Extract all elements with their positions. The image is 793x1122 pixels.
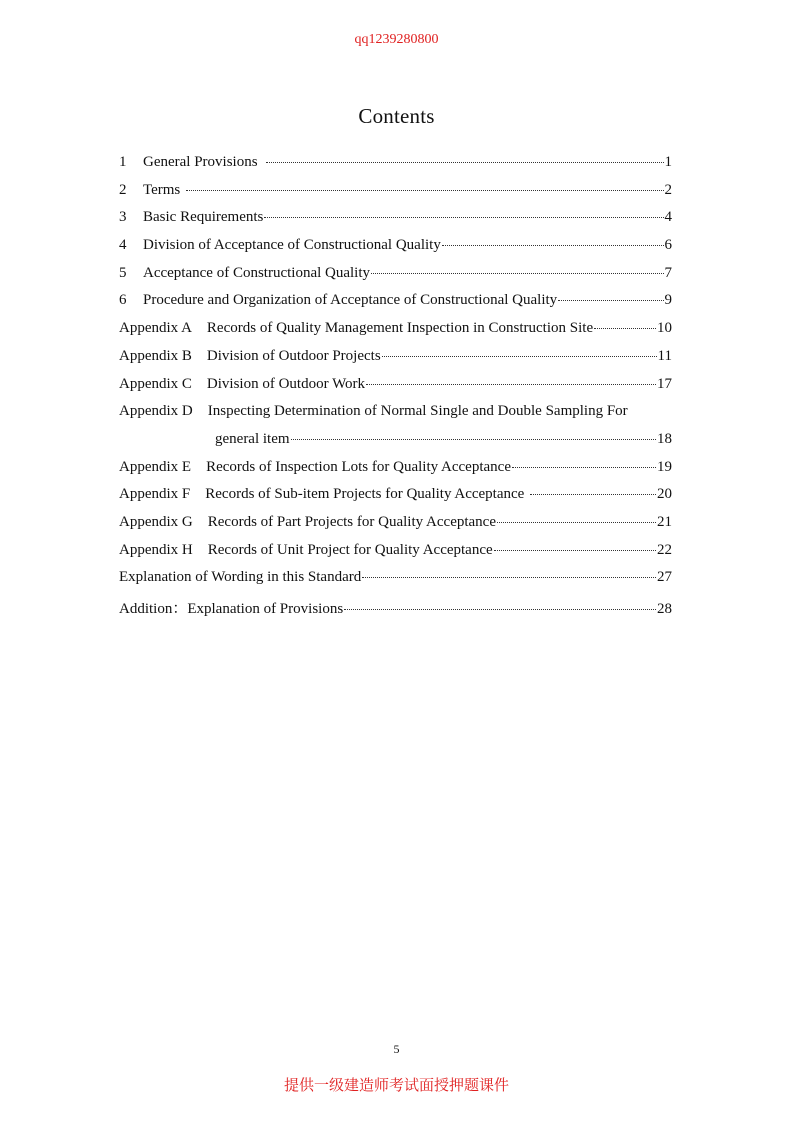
promo-footer-text: 提供一级建造师考试面授押题课件: [283, 1076, 509, 1094]
toc-entry-label: Basic Requirements: [143, 209, 264, 226]
toc-entry[interactable]: [119, 209, 672, 237]
dot-leader: [264, 217, 663, 218]
toc-entry[interactable]: [119, 348, 672, 376]
page-number: 5: [393, 1042, 400, 1056]
toc-entry-number: 2: [119, 181, 127, 198]
toc-entry-continuation[interactable]: [119, 431, 672, 459]
toc-entry-page: 7: [664, 264, 672, 281]
dot-leader: [494, 550, 656, 551]
dot-leader: [497, 522, 656, 523]
dot-leader: [594, 328, 656, 329]
dot-leader: [442, 245, 664, 246]
watermark-qq: qq1239280800: [354, 32, 439, 47]
toc-entry-label: Division of Acceptance of Constructional Quality: [143, 237, 441, 254]
toc-entry-label: Addition：Explanation of Provisions: [119, 601, 344, 617]
toc-entry-page: 6: [664, 237, 672, 254]
toc-entry-page: 1: [664, 154, 672, 170]
toc-entry-label: General Provisions: [143, 154, 258, 170]
toc-entry[interactable]: [119, 292, 672, 320]
toc-entry-page: 22: [657, 541, 672, 558]
toc-entry-number: Appendix C: [119, 375, 192, 392]
toc-entry-number: Appendix G: [119, 513, 193, 530]
toc-entry-number: 4: [119, 237, 127, 254]
page-title: Contents: [358, 104, 435, 128]
toc-entry[interactable]: [119, 403, 672, 431]
toc-entry-label: Explanation of Wording in this Standard: [119, 569, 362, 586]
toc-entry-page: 18: [657, 430, 672, 447]
dot-leader: [186, 190, 663, 191]
toc-entry-number: 6: [119, 292, 127, 309]
toc-entry-page: 9: [664, 292, 672, 309]
toc-entry-number: Appendix D: [119, 403, 193, 420]
toc-entry-page: 2: [664, 181, 672, 198]
toc-entry[interactable]: [119, 597, 672, 625]
toc-entry-label: Records of Inspection Lots for Quality Acceptance: [206, 458, 511, 475]
toc-entry-page: 20: [657, 486, 672, 503]
dot-leader: [266, 162, 664, 163]
toc-entry-number: 3: [119, 209, 127, 226]
toc-entry-number: Appendix F: [119, 486, 191, 503]
toc-entry[interactable]: [119, 182, 672, 210]
dot-leader: [371, 273, 663, 274]
toc-entry-label: Division of Outdoor Work: [206, 375, 366, 392]
toc-entry[interactable]: [119, 486, 672, 514]
toc-entry[interactable]: [119, 265, 672, 293]
toc-entry[interactable]: [119, 542, 672, 570]
toc-entry-page: 28: [657, 601, 672, 617]
table-of-contents: [119, 154, 672, 625]
toc-entry-number: 1: [119, 154, 127, 170]
dot-leader: [362, 577, 656, 578]
dot-leader: [291, 439, 656, 440]
toc-entry-label: Records of Part Projects for Quality Acceptance: [207, 513, 496, 530]
dot-leader: [366, 384, 656, 385]
toc-entry-label-continued: general item: [215, 430, 290, 447]
dot-leader: [344, 609, 656, 610]
dot-leader: [530, 494, 656, 495]
dot-leader: [558, 300, 663, 301]
toc-entry-label: Procedure and Organization of Acceptance of Constructional Quality: [143, 292, 558, 309]
toc-entry-number: Appendix H: [119, 541, 193, 558]
toc-entry-number: 5: [119, 264, 127, 281]
toc-entry-label: Division of Outdoor Projects: [206, 347, 381, 364]
toc-entry-number: Appendix A: [119, 320, 192, 337]
toc-entry-label: Acceptance of Constructional Quality: [143, 264, 371, 281]
toc-entry-page: 17: [657, 375, 672, 392]
toc-entry-label: Records of Quality Management Inspection in Construction Site: [206, 320, 594, 337]
toc-entry[interactable]: [119, 376, 672, 404]
toc-entry-page: 4: [664, 209, 672, 226]
toc-entry-label: Records of Unit Project for Quality Acceptance: [207, 541, 493, 558]
toc-entry[interactable]: [119, 569, 672, 597]
dot-leader: [512, 467, 656, 468]
toc-entry[interactable]: [119, 320, 672, 348]
dot-leader: [382, 356, 657, 357]
toc-entry-page: 11: [657, 347, 672, 364]
toc-entry-label: Records of Sub-item Projects for Quality Acceptance: [205, 486, 525, 503]
toc-entry[interactable]: [119, 154, 672, 182]
toc-entry[interactable]: [119, 237, 672, 265]
toc-entry-page: 10: [657, 320, 672, 337]
toc-entry[interactable]: [119, 514, 672, 542]
toc-entry-label: Terms: [143, 181, 181, 198]
toc-entry-page: 27: [657, 569, 672, 586]
toc-entry-number: Appendix B: [119, 347, 192, 364]
toc-entry-page: 21: [657, 513, 672, 530]
toc-entry-number: Appendix E: [119, 458, 192, 475]
toc-entry-label: Inspecting Determination of Normal Single and Double Sampling For: [207, 403, 628, 420]
toc-entry[interactable]: [119, 459, 672, 487]
toc-entry-page: 19: [657, 458, 672, 475]
